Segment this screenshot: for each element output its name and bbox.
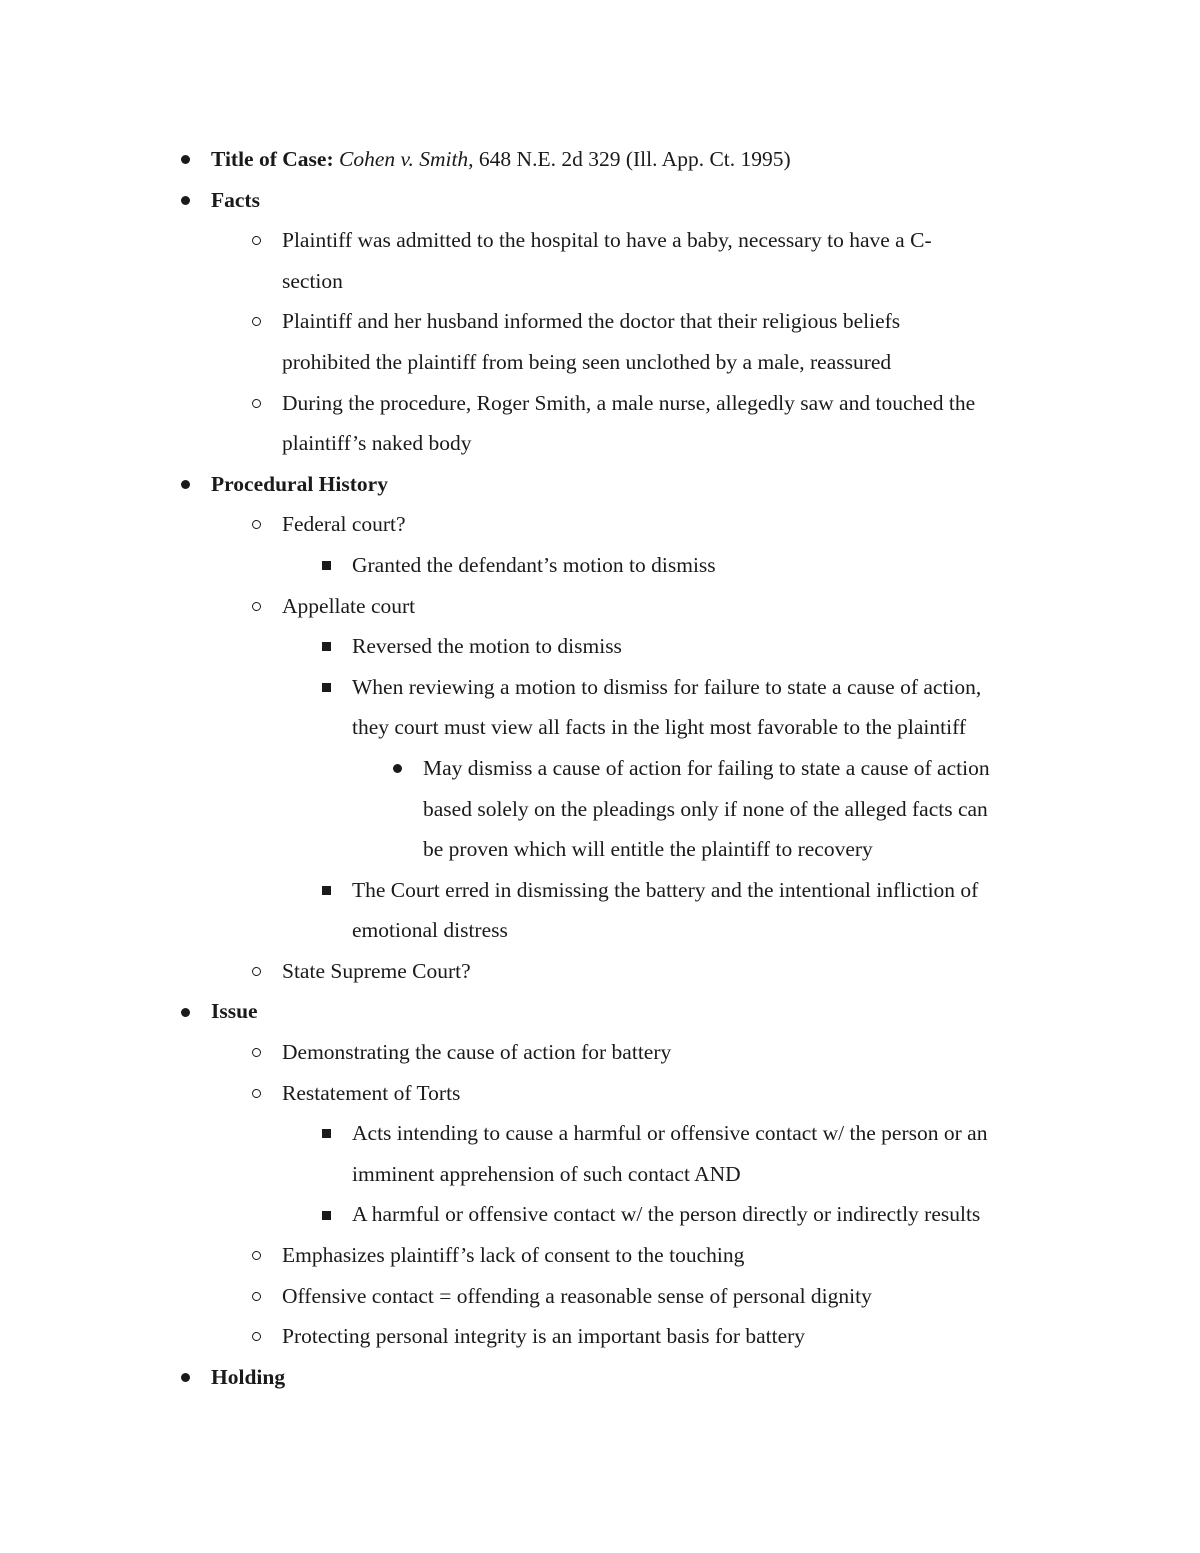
bullet-square [316,1113,336,1154]
ruling-text: Reversed the motion to dismiss [352,634,622,659]
bullet-dot [175,180,195,221]
list-item-continuation [0,261,1200,302]
standard-text: be proven which will entitle the plaintiff to recovery [423,837,873,862]
issue-text: Protecting personal integrity is an important basis for battery [282,1324,806,1349]
list-item [0,545,1200,586]
list-item [0,870,1200,911]
list-item-continuation [0,910,1200,951]
list-item-continuation [0,829,1200,870]
ruling-text: emotional distress [352,918,508,943]
bullet-dot [387,748,407,789]
list-item [0,301,1200,342]
issue-text: Restatement of Torts [282,1080,461,1105]
list-item-continuation [0,423,1200,464]
holding-heading-line [0,1357,1200,1398]
list-item [0,1316,1200,1357]
list-item [0,1073,1200,1114]
list-item-continuation [0,342,1200,383]
standard-text: based solely on the pleadings only if none of the alleged facts can [423,796,988,821]
bullet-circle [246,383,266,424]
fact-text: Plaintiff was admitted to the hospital to have a baby, necessary to have a C- [282,228,932,253]
facts-heading-line [0,180,1200,221]
bullet-square [316,626,336,667]
bullet-circle [246,1316,266,1357]
list-item [0,586,1200,627]
bullet-dot [175,1357,195,1398]
bullet-circle [246,220,266,261]
procedural-heading: Procedural History [211,471,388,496]
holding-heading: Holding [211,1364,286,1389]
list-item [0,1032,1200,1073]
list-item [0,220,1200,261]
fact-text: During the procedure, Roger Smith, a male nurse, allegedly saw and touched the [282,390,976,415]
list-item [0,1276,1200,1317]
issue-text: Offensive contact = offending a reasonable sense of personal dignity [282,1283,872,1308]
bullet-square [316,667,336,708]
standard-text: May dismiss a cause of action for failing to state a cause of action [423,755,990,780]
bullet-circle [246,1032,266,1073]
bullet-dot [175,991,195,1032]
bullet-circle [246,1276,266,1317]
bullet-circle [246,586,266,627]
list-item [0,1113,1200,1154]
list-item [0,1235,1200,1276]
issue-heading-line [0,991,1200,1032]
title-label: Title of Case: [211,147,334,171]
list-item [0,383,1200,424]
element-text: imminent apprehension of such contact AND [352,1161,741,1186]
list-item [0,504,1200,545]
issue-text: Emphasizes plaintiff’s lack of consent to the touching [282,1243,745,1268]
case-brief [0,139,1200,1397]
bullet-circle [246,1073,266,1114]
list-item [0,667,1200,708]
title-line [0,139,1200,180]
fact-text: plaintiff’s naked body [282,431,472,456]
ruling-text: When reviewing a motion to dismiss for failure to state a cause of action, [352,674,982,699]
facts-heading: Facts [211,187,260,212]
ruling-text: Granted the defendant’s motion to dismiss [352,552,716,577]
ruling-text: they court must view all facts in the light most favorable to the plaintiff [352,715,966,740]
issue-text: Demonstrating the cause of action for battery [282,1040,672,1065]
bullet-circle [246,1235,266,1276]
list-item [0,951,1200,992]
list-item-continuation [0,789,1200,830]
element-text: Acts intending to cause a harmful or offensive contact w/ the person or an [352,1121,988,1146]
bullet-square [316,1194,336,1235]
bullet-circle [246,951,266,992]
bullet-dot [175,139,195,180]
issue-heading: Issue [211,999,258,1024]
list-item [0,626,1200,667]
bullet-circle [246,504,266,545]
case-name: Cohen v. Smith, [338,147,474,171]
fact-text: prohibited the plaintiff from being seen unclothed by a male, reassured [282,349,892,374]
bullet-circle [246,301,266,342]
bullet-dot [175,464,195,505]
list-item-continuation [0,1154,1200,1195]
procedural-heading-line [0,464,1200,505]
element-text: A harmful or offensive contact w/ the person directly or indirectly results [352,1202,981,1227]
court-text: Federal court? [282,512,406,537]
bullet-square [316,545,336,586]
list-item [0,1194,1200,1235]
ruling-text: The Court erred in dismissing the battery and the intentional infliction of [352,877,979,902]
list-item [0,748,1200,789]
list-item-continuation [0,707,1200,748]
court-text: State Supreme Court? [282,958,471,983]
fact-text: section [282,268,343,293]
fact-text: Plaintiff and her husband informed the doctor that their religious beliefs [282,309,901,334]
court-text: Appellate court [282,593,416,618]
bullet-square [316,870,336,911]
case-citation: 648 N.E. 2d 329 (Ill. App. Ct. 1995) [473,147,791,171]
